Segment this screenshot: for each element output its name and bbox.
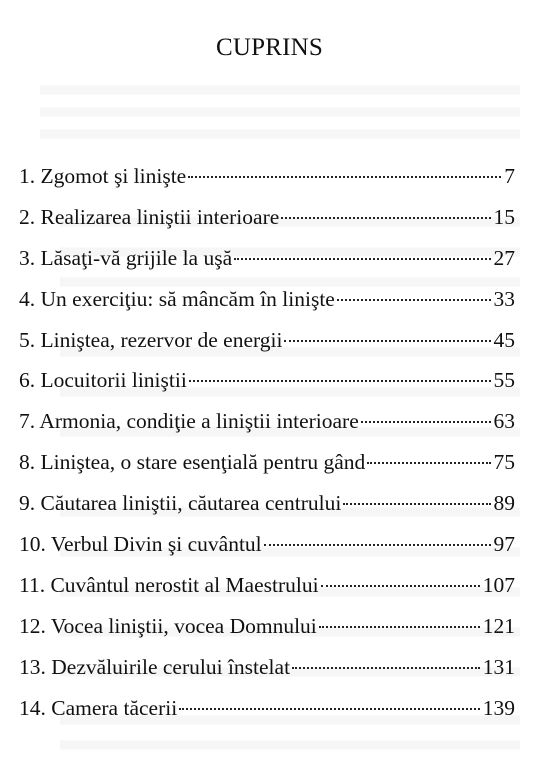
dot-leader: [234, 258, 490, 260]
dot-leader: [292, 667, 480, 669]
toc-entry-title: 13. Dezvăluirile cerului înstelat: [19, 654, 291, 679]
toc-entry-page-number: 63: [493, 409, 515, 434]
dot-leader: [321, 585, 480, 587]
toc-entry-page-number: 15: [493, 204, 515, 229]
toc-entry-page-number: 97: [493, 532, 515, 557]
toc-entry-title: 9. Căutarea liniştii, căutarea centrului: [19, 491, 342, 516]
toc-entry: [19, 283, 515, 315]
toc-entry-title: 7. Armonia, condiţie a liniştii interioare: [19, 409, 359, 434]
dot-leader: [361, 421, 491, 423]
toc-entry-page-number: 7: [504, 164, 515, 188]
toc-entry-page-number: 45: [493, 327, 515, 352]
toc-entry-page-number: 139: [482, 695, 515, 720]
dot-leader: [284, 340, 490, 342]
toc-entry-page-number: 107: [482, 572, 515, 597]
dot-leader: [264, 544, 491, 546]
toc-entry: [19, 692, 515, 724]
toc-entry-page-number: 75: [493, 450, 515, 475]
dot-leader: [188, 176, 501, 178]
toc-entry: [19, 160, 515, 192]
toc-entry-page-number: 27: [493, 245, 515, 270]
dot-leader: [281, 217, 490, 219]
dot-leader: [337, 299, 491, 301]
toc-entry: [19, 242, 515, 274]
toc-entry-title: 6. Locuitorii liniştii: [19, 368, 187, 393]
toc-entry-title: 1. Zgomot şi linişte: [19, 164, 187, 188]
toc-entry: [19, 651, 515, 683]
toc-entry: [19, 610, 515, 642]
toc-entry-title: 5. Liniştea, rezervor de energii: [19, 327, 283, 352]
toc-list: [19, 160, 515, 732]
toc-entry: [19, 405, 515, 437]
toc-entry-title: 4. Un exerciţiu: să mâncăm în linişte: [19, 286, 335, 311]
toc-entry: [19, 324, 515, 356]
toc-entry: [19, 528, 515, 560]
toc-entry-title: 8. Liniştea, o stare esenţială pentru gând: [19, 450, 366, 475]
toc-entry-title: 12. Vocea liniştii, vocea Domnului: [19, 613, 317, 638]
dot-leader: [343, 503, 490, 505]
toc-entry-page-number: 121: [482, 613, 515, 638]
dot-leader: [189, 380, 491, 382]
page-title: CUPRINS: [216, 34, 323, 61]
toc-entry: [19, 201, 515, 233]
toc-entry-title: 3. Lăsaţi-vă grijile la uşă: [19, 245, 233, 270]
toc-entry-title: 11. Cuvântul nerostit al Maestrului: [19, 572, 319, 597]
toc-entry-page-number: 131: [482, 654, 515, 679]
toc-entry-title: 2. Realizarea liniştii interioare: [19, 204, 280, 229]
toc-entry: [19, 446, 515, 478]
dot-leader: [319, 626, 480, 628]
toc-entry-page-number: 55: [493, 368, 515, 393]
dot-leader: [179, 708, 480, 710]
toc-entry-page-number: 89: [493, 491, 515, 516]
toc-entry: [19, 364, 515, 396]
toc-entry-title: 14. Camera tăcerii: [19, 695, 178, 720]
toc-entry: [19, 487, 515, 519]
toc-entry-page-number: 33: [493, 286, 515, 311]
toc-entry: [19, 569, 515, 601]
toc-entry-title: 10. Verbul Divin şi cuvântul: [19, 532, 262, 557]
dot-leader: [367, 462, 490, 464]
